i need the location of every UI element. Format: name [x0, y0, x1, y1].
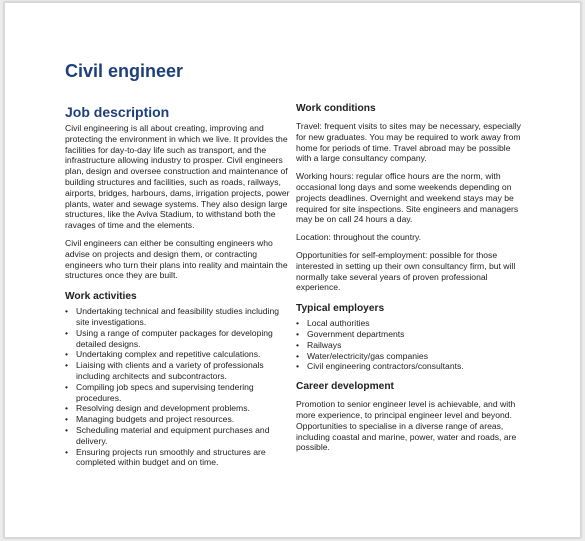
typical-employers-list — [296, 318, 521, 372]
bullet-icon: • — [296, 361, 300, 372]
list-item: • Local authorities — [296, 318, 370, 329]
bullet-icon: • — [296, 339, 300, 350]
bullet-icon: • — [65, 381, 69, 392]
work-activities-heading: Work activities — [65, 291, 137, 303]
list-item: • Railways — [296, 339, 342, 350]
bullet-icon: • — [65, 446, 69, 457]
list-item: • Managing budgets and project resources. — [65, 414, 235, 425]
bullet-icon: • — [65, 424, 69, 435]
work-conditions-paragraph: Travel: frequent visits to sites may be necessary, especially for new graduates. You may be required to work away from home for periods of time. Travel abroad may be possible with a large consultancy company. — [296, 121, 521, 164]
job-description-paragraph: Civil engineering is all about creating, improving and protecting the environment in which we live. It provides the facilities for day-to-day life such as transport, and the infrastructure allowing industry to prosper. Civil engineers plan, design and oversee construction and maintenance of building structures and facilities, such as roads, railways, airports, bridges, harbours, dams, irrigation projects, power plants, water and sewage systems. They also design large structures, like the Aviva Stadium, to withstand both the ravages of time and the elements. — [65, 123, 290, 231]
bullet-icon: • — [65, 414, 69, 425]
document-title: Civil engineer — [65, 61, 184, 81]
job-description-paragraph: Civil engineers can either be consulting engineers who advise on projects and design them, or contracting engineers who turn their plans into reality and maintain the structures once they are built. — [65, 237, 288, 281]
typical-employers-heading: Typical employers — [296, 303, 385, 315]
list-item: • Resolving design and development problems. — [65, 403, 250, 414]
bullet-icon: • — [65, 306, 69, 317]
bullet-icon: • — [65, 403, 69, 414]
bullet-icon: • — [296, 318, 300, 329]
career-development-heading: Career development — [296, 381, 394, 393]
bullet-icon: • — [296, 328, 300, 339]
list-item: • Undertaking technical and feasibility studies including site investigations. — [65, 306, 280, 327]
bullet-icon: • — [65, 327, 69, 338]
work-conditions-heading: Work conditions — [296, 103, 376, 114]
job-description-heading: Job description — [65, 104, 170, 120]
work-activities-list — [65, 306, 290, 468]
work-conditions-paragraph: Location: throughout the country. — [296, 232, 422, 243]
list-item: • Undertaking complex and repetitive calculations. — [65, 349, 261, 360]
work-conditions-paragraph: Working hours: regular office hours are the norm, with occasional long days and some weekends depending on projects deadlines. Overnight and weekend stays may be required for site inspections. Site engineers and managers may be on call 24 hours a day. — [296, 171, 519, 225]
list-item: • Civil engineering contractors/consultants. — [296, 361, 464, 372]
bullet-icon: • — [65, 360, 69, 371]
list-item: • Compiling job specs and supervising tendering procedures. — [65, 381, 254, 403]
left-column — [65, 104, 290, 477]
list-item: • Scheduling material and equipment purchases and delivery. — [65, 424, 270, 446]
work-conditions-paragraph: Opportunities for self-employment: possible for those interested in setting up their own consultancy firm, but will normally take several years of proven professional experience. — [296, 249, 516, 293]
list-item: • Water/electricity/gas companies — [296, 350, 428, 361]
list-item: • Liaising with clients and a variety of professionals including architects and subcontractors. — [65, 360, 264, 381]
right-column — [296, 103, 521, 460]
list-item: • Using a range of computer packages for developing detailed designs. — [65, 327, 273, 349]
career-development-paragraph: Promotion to senior engineer level is achievable, and with more experience, to principal engineer level and beyond. Opportunities to specialise in a diverse range of areas, including coastal and marine, power, water and roads, are possible. — [296, 399, 517, 453]
bullet-icon: • — [65, 349, 69, 360]
document-page — [4, 2, 581, 538]
list-item: • Ensuring projects run smoothly and structures are completed within budget and on time. — [65, 446, 266, 468]
list-item: • Government departments — [296, 328, 405, 339]
bullet-icon: • — [296, 350, 300, 361]
